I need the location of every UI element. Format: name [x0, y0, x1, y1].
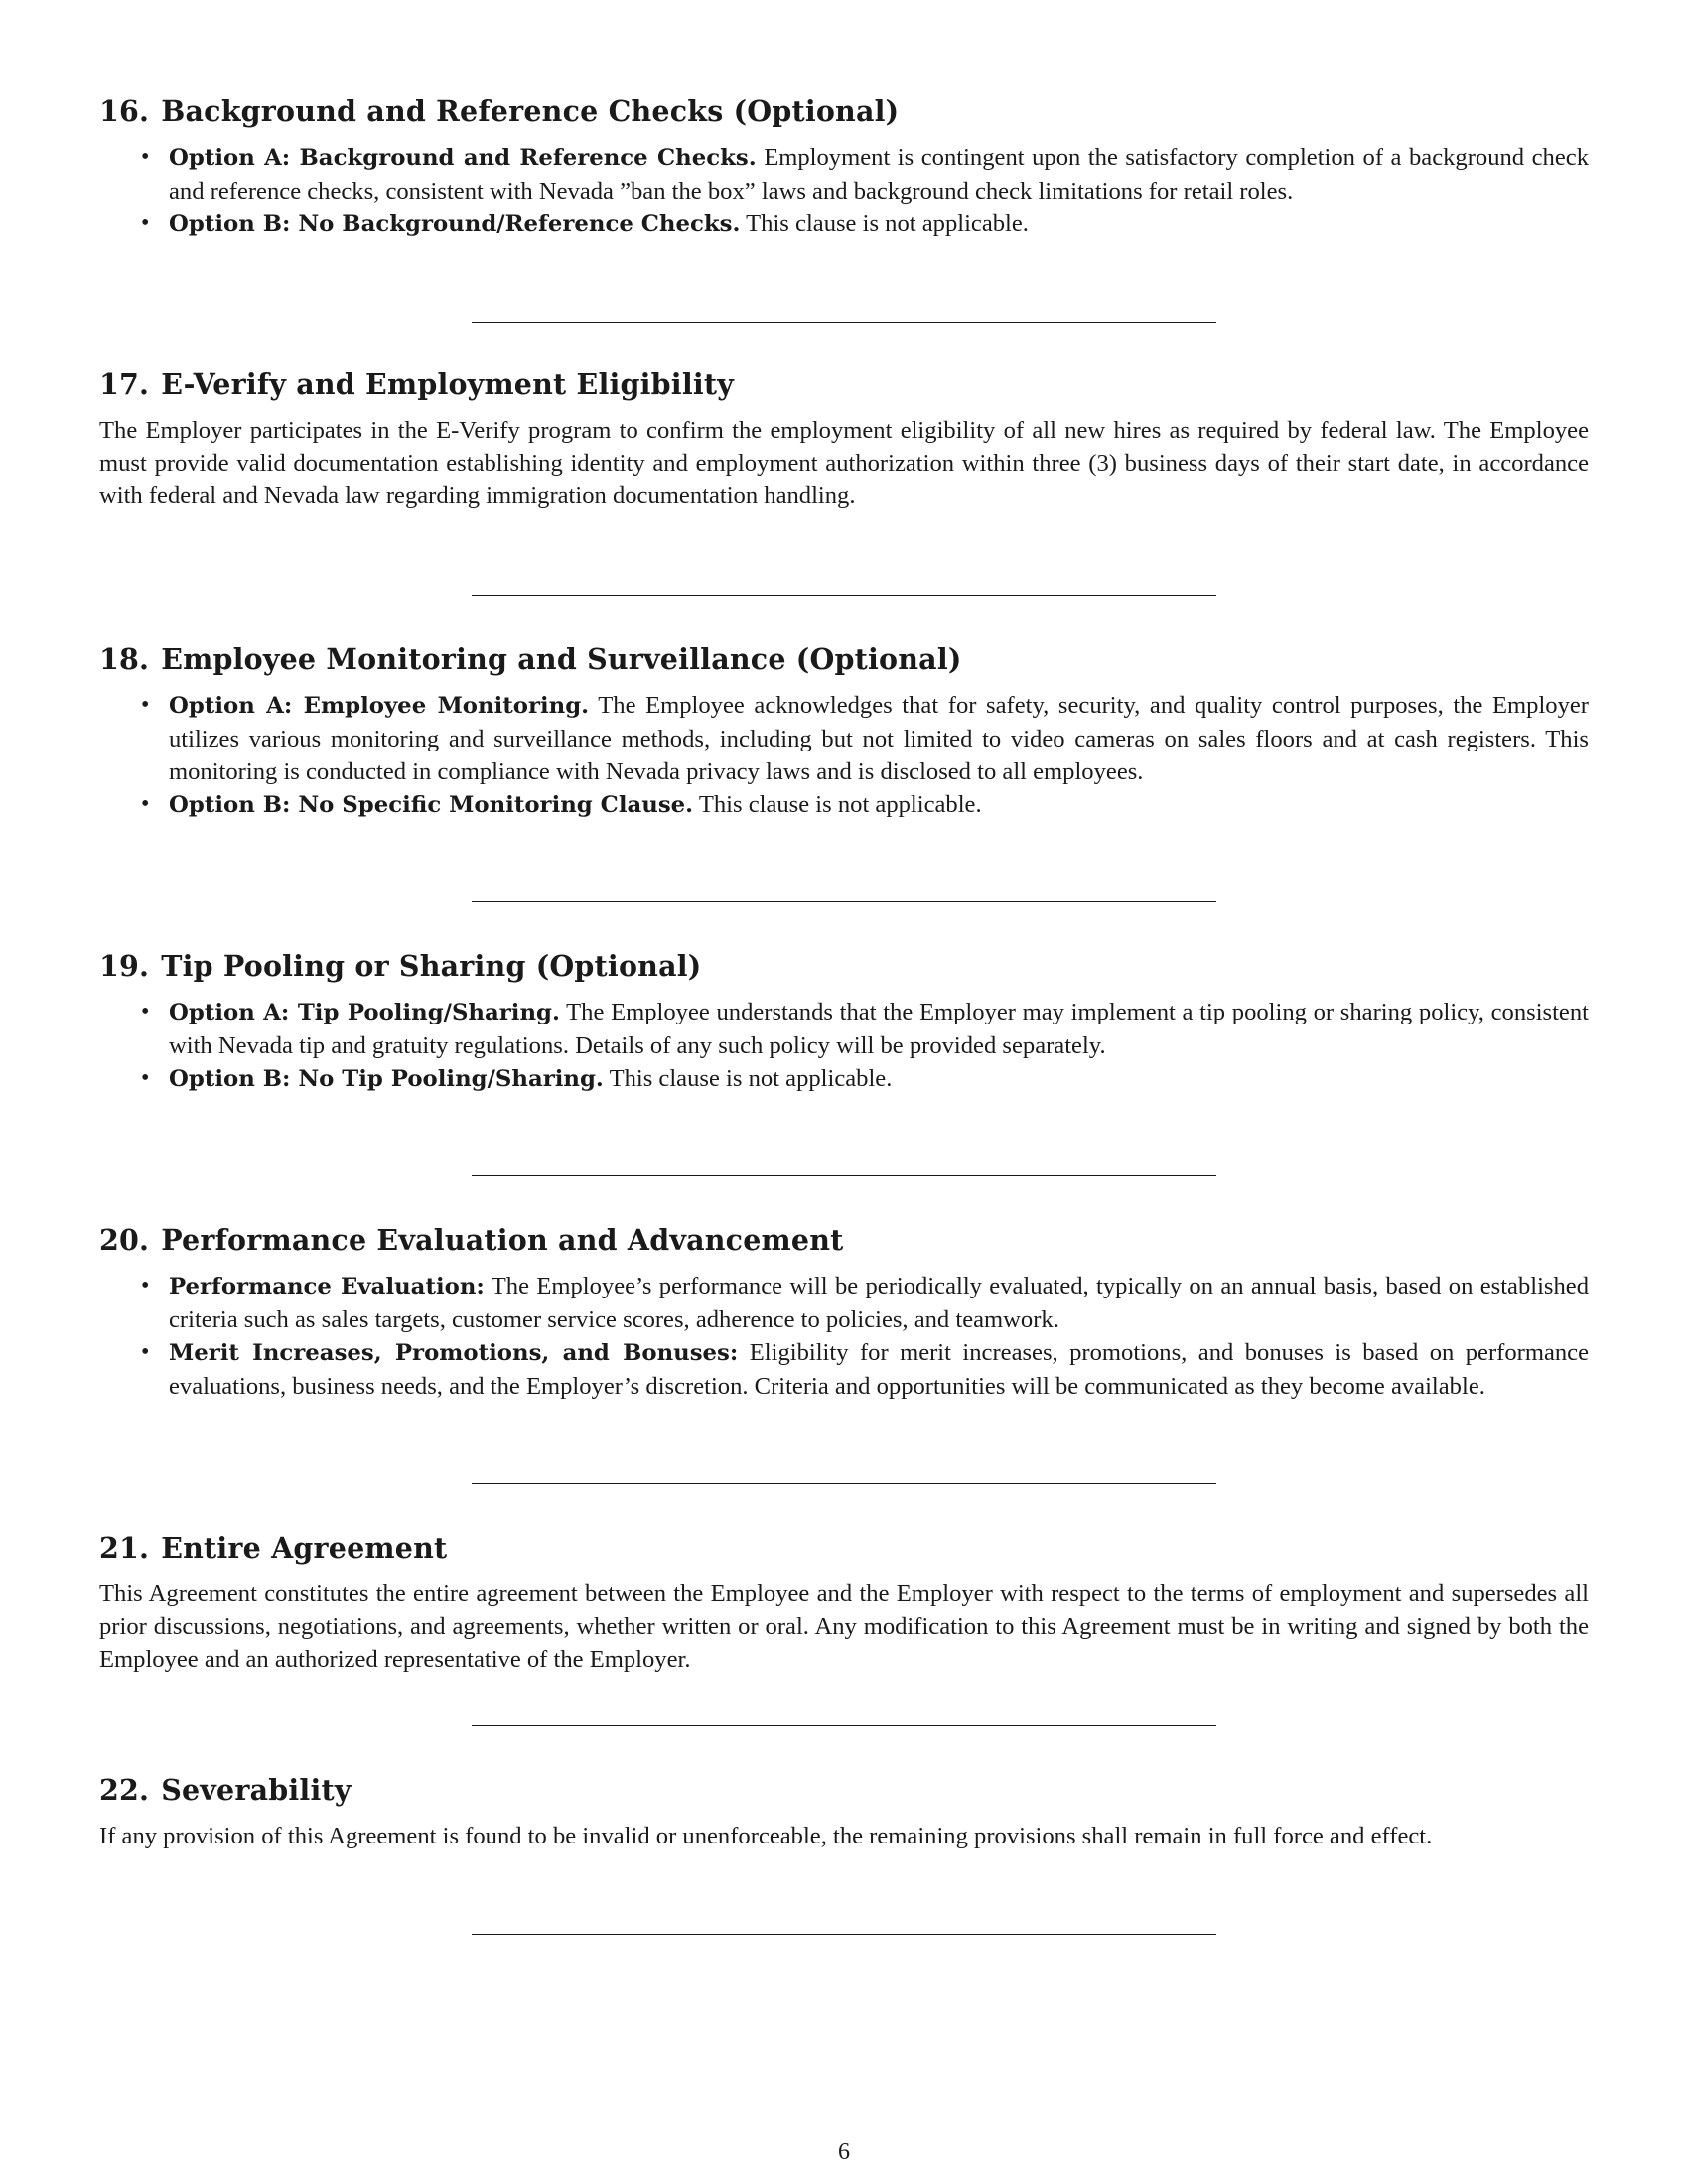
section-21	[99, 1528, 1589, 1676]
section-divider	[472, 901, 1216, 902]
list-item	[99, 1336, 1589, 1403]
section-divider	[472, 322, 1216, 323]
section-paragraph: The Employer participates in the E-Verify program to confirm the employment eligibility of all new hires as required by federal law. The Employee must provide valid documentation establishing identity and employment authorization within three (3) business days of their start date, in accordance with federal and Nevada law regarding immigration documentation handling.	[99, 417, 1589, 509]
section-paragraph: If any provision of this Agreement is found to be invalid or unenforceable, the remaining provisions shall remain in full force and effect.	[99, 1823, 1433, 1849]
list-item	[99, 141, 1589, 207]
section-divider	[472, 595, 1216, 596]
option-label: Option A: Background and Reference Checks.	[169, 145, 757, 171]
list-item	[99, 207, 1589, 241]
option-text: This clause is not applicable.	[698, 791, 982, 818]
option-label: Option B: No Tip Pooling/Sharing.	[169, 1066, 604, 1092]
option-label: Option B: No Background/Reference Checks.	[169, 211, 741, 237]
section-title: 19. Tip Pooling or Sharing (Optional)	[99, 949, 702, 983]
section-title: 16. Background and Reference Checks (Optional)	[99, 94, 900, 128]
option-label: Merit Increases, Promotions, and Bonuses:	[169, 1340, 739, 1366]
section-20	[99, 1220, 1589, 1403]
page-number: 6	[838, 2139, 850, 2165]
section-divider	[472, 1175, 1216, 1176]
options-list	[99, 689, 1589, 822]
section-divider	[472, 1483, 1216, 1484]
option-text: Eligibility for merit increases, promotions, and bonuses is based on performance evaluations, business needs, and the Employer’s discretion. Criteria and opportunities will be communicated as they become available.	[169, 1339, 1589, 1400]
options-list	[99, 996, 1589, 1096]
options-list	[99, 141, 1589, 241]
option-label: Option A: Employee Monitoring.	[169, 693, 590, 719]
list-item	[99, 1270, 1589, 1336]
section-22	[99, 1770, 1589, 1852]
section-title: 17. E-Verify and Employment Eligibility	[99, 367, 735, 401]
option-text: This clause is not applicable.	[746, 210, 1029, 237]
list-item	[99, 689, 1589, 788]
option-label: Option A: Tip Pooling/Sharing.	[169, 1000, 560, 1025]
section-paragraph: This Agreement constitutes the entire agreement between the Employee and the Employer with respect to the terms of employment and supersedes all prior discussions, negotiations, and agreements, whether written or oral. Any modification to this Agreement must be in writing and signed by both the Employee and an authorized representative of the Employer.	[99, 1580, 1589, 1673]
section-divider	[472, 1934, 1216, 1935]
option-text: The Employee understands that the Employer may implement a tip pooling or sharing policy, consistent with Nevada tip and gratuity regulations. Details of any such policy will be provided separately.	[169, 999, 1589, 1059]
section-17	[99, 364, 1589, 512]
section-title: 22. Severability	[99, 1773, 352, 1807]
section-16	[99, 91, 1589, 241]
section-18	[99, 639, 1589, 822]
option-label: Option B: No Specific Monitoring Clause.	[169, 792, 694, 818]
option-text: Employment is contingent upon the satisfactory completion of a background check and reference checks, consistent with Nevada ”ban the box” laws and background check limitations for retail roles.	[169, 144, 1589, 205]
option-label: Performance Evaluation:	[169, 1274, 485, 1299]
section-title: 21. Entire Agreement	[99, 1531, 448, 1565]
section-19	[99, 946, 1589, 1096]
option-text: This clause is not applicable.	[609, 1065, 893, 1092]
section-divider	[472, 1725, 1216, 1726]
section-title: 20. Performance Evaluation and Advancement	[99, 1223, 844, 1257]
list-item	[99, 996, 1589, 1062]
list-item	[99, 788, 1589, 822]
options-list	[99, 1270, 1589, 1403]
option-text: The Employee’s performance will be periodically evaluated, typically on an annual basis, based on established criteria such as sales targets, customer service scores, adherence to policies, and teamwork.	[169, 1273, 1589, 1333]
option-text: The Employee acknowledges that for safety, security, and quality control purposes, the Employer utilizes various monitoring and surveillance methods, including but not limited to video cameras on sales floors and at cash registers. This monitoring is conducted in compliance with Nevada privacy laws and is disclosed to all employees.	[169, 692, 1589, 785]
list-item	[99, 1062, 1589, 1096]
section-title: 18. Employee Monitoring and Surveillance (Optional)	[99, 642, 962, 676]
